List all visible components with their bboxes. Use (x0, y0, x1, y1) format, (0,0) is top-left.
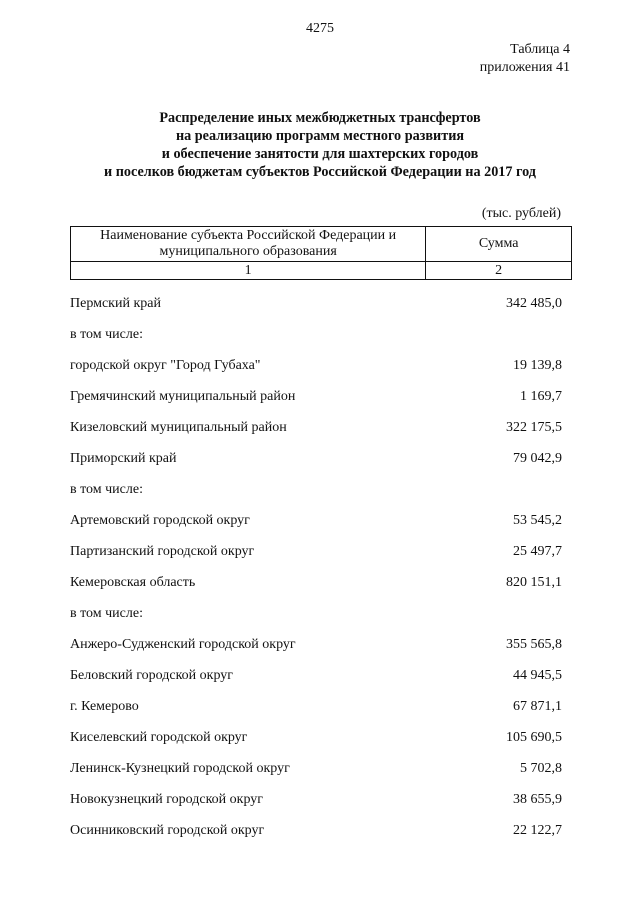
title-line-2: на реализацию программ местного развития (175, 128, 465, 144)
row-value: 1 169,7 (520, 388, 562, 404)
table-row (70, 381, 562, 412)
table-reference-line-2: приложения 41 (479, 60, 570, 75)
table-row (70, 288, 562, 319)
row-name: Новокузнецкий городской округ (70, 791, 264, 807)
row-name: г. Кемерово (70, 698, 139, 714)
table-row (70, 660, 562, 691)
row-name: Кизеловский муниципальный район (70, 419, 287, 435)
table-header-row (71, 227, 572, 262)
row-name: Кемеровская область (70, 574, 196, 590)
table-row (70, 412, 562, 443)
row-value: 53 545,2 (513, 512, 562, 528)
table-row (70, 567, 562, 598)
table-row (70, 443, 562, 474)
table-row (70, 784, 562, 815)
row-value: 38 655,9 (513, 791, 562, 807)
table-row (70, 350, 562, 381)
unit-label: (тыс. рублей) (481, 206, 561, 221)
column-number-1: 1 (71, 262, 426, 280)
row-name: в том числе: (70, 605, 143, 621)
column-number-2: 2 (426, 262, 572, 280)
row-name: Артемовский городской округ (70, 512, 250, 528)
table-row (70, 505, 562, 536)
row-name: городской округ "Город Губаха" (70, 357, 261, 373)
row-value: 820 151,1 (506, 574, 562, 590)
row-name: в том числе: (70, 326, 143, 342)
table-row (70, 815, 562, 846)
row-value: 5 702,8 (520, 760, 562, 776)
row-value: 322 175,5 (506, 419, 562, 435)
table-row (70, 474, 562, 505)
table-row (70, 629, 562, 660)
table-row (70, 691, 562, 722)
column-header-name-line-2: муниципального образования (159, 244, 337, 259)
row-name: Ленинск-Кузнецкий городской округ (70, 760, 290, 776)
title-line-1: Распределение иных межбюджетных трансфертов (159, 110, 481, 126)
row-name: Киселевский городской округ (70, 729, 248, 745)
document-title (60, 109, 580, 181)
table-body (70, 288, 562, 846)
table-reference (480, 41, 570, 77)
row-value: 25 497,7 (513, 543, 562, 559)
row-value: 342 485,0 (506, 295, 562, 311)
column-header-name-line-1: Наименование субъекта Российской Федерации и (100, 228, 397, 243)
table-row (70, 536, 562, 567)
row-value: 22 122,7 (513, 822, 562, 838)
column-header-sum: Сумма (426, 227, 572, 262)
table-row (70, 598, 562, 629)
row-value: 355 565,8 (506, 636, 562, 652)
row-name: в том числе: (70, 481, 143, 497)
row-value: 44 945,5 (513, 667, 562, 683)
title-line-4: и поселков бюджетам субъектов Российской Федерации на 2017 год (104, 164, 536, 180)
table-column-number-row (71, 262, 572, 280)
row-name: Приморский край (70, 450, 177, 466)
table-header (70, 226, 572, 280)
row-name: Гремячинский муниципальный район (70, 388, 296, 404)
row-value: 67 871,1 (513, 698, 562, 714)
page-number: 4275 (306, 21, 334, 36)
title-line-3: и обеспечение занятости для шахтерских городов (161, 146, 479, 162)
column-header-name (71, 227, 426, 262)
table-row (70, 722, 562, 753)
row-name: Анжеро-Судженский городской округ (70, 636, 296, 652)
table-reference-line-1: Таблица 4 (510, 42, 570, 57)
table-row (70, 753, 562, 784)
row-value: 79 042,9 (513, 450, 562, 466)
row-value: 105 690,5 (506, 729, 562, 745)
row-value: 19 139,8 (513, 357, 562, 373)
row-name: Беловский городской округ (70, 667, 234, 683)
row-name: Осинниковский городской округ (70, 822, 265, 838)
row-name: Пермский край (70, 295, 161, 311)
table-row (70, 319, 562, 350)
row-name: Партизанский городской округ (70, 543, 255, 559)
